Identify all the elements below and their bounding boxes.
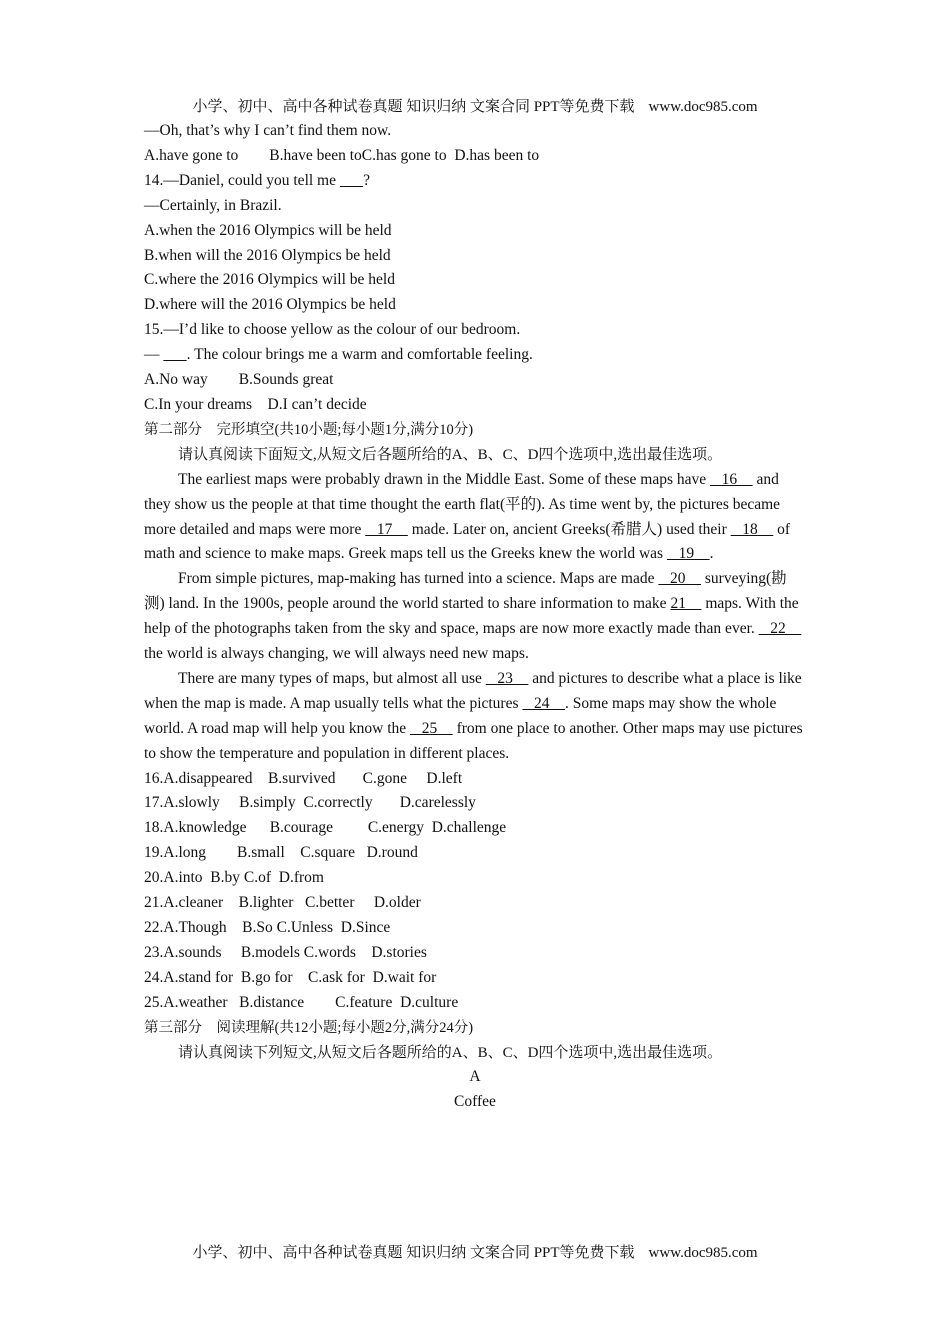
answer-22: 22.A.Though B.So C.Unless D.Since — [144, 919, 391, 936]
page-footer — [0, 1243, 950, 1263]
q15-stem: 15.—I’d like to choose yellow as the colour of our bedroom. — [144, 321, 521, 339]
blank-20: 20 — [658, 570, 701, 588]
passage-title: Coffee — [454, 1093, 496, 1111]
q15-blank — [163, 346, 186, 363]
q14-option-c: C.where the 2016 Olympics will be held — [144, 271, 395, 289]
part2-title: 第二部分 完形填空(共10小题;每小题1分,满分10分) — [144, 421, 474, 438]
answer-20: 20.A.into B.by C.of D.from — [144, 869, 324, 887]
blank-17: 17 — [365, 520, 408, 538]
blank-18: 18 — [730, 520, 774, 538]
q14-option-a: A.when the 2016 Olympics will be held — [144, 221, 392, 239]
q15-options-1: A.No way B.Sounds great — [144, 371, 334, 389]
answer-21: 21.A.cleaner B.lighter C.better D.older — [144, 894, 421, 912]
answer-25: 25.A.weather B.distance C.feature D.culture — [144, 993, 459, 1011]
cloze-paragraph-2: From simple pictures, map-making has turned into a science. Maps are made 20 surveying(勘测) land. In the 1900s, people around the world started to share information to make 21 maps. With the help of the photographs taken from the sky and space, maps are now more exactly made than ever. 22 the world is always changing, we will always need new maps. — [144, 570, 802, 663]
blank-22: 22 — [758, 620, 802, 638]
part2-instruction: 请认真阅读下面短文,从短文后各题所给的A、B、C、D四个选项中,选出最佳选项。 — [178, 446, 723, 463]
footer-site: www.doc985.com — [648, 1245, 758, 1261]
part3-instruction: 请认真阅读下列短文,从短文后各题所给的A、B、C、D四个选项中,选出最佳选项。 — [178, 1044, 723, 1061]
cloze-paragraph-1: The earliest maps were probably drawn in the Middle East. Some of these maps have 16 and they show us the people at that time thought the earth flat(平的). As time went by, the pictures became more detailed and maps were more 17 made. Later on, ancient Greeks(希腊人) used their 18 of math and science to make maps. Greek maps tell us the Greeks knew the world was 19 . — [144, 470, 791, 563]
part3-title: 第三部分 阅读理解(共12小题;每小题2分,满分24分) — [144, 1019, 474, 1036]
document-body — [144, 119, 806, 1115]
q13-reply: —Oh, that’s why I can’t find them now. — [144, 122, 392, 139]
answer-17: 17.A.slowly B.simply C.correctly D.carelessly — [144, 794, 476, 812]
page-header — [0, 97, 950, 117]
blank-16: 16 — [710, 470, 753, 488]
q15-reply: — . The colour brings me a warm and comfortable feeling. — [144, 346, 533, 364]
section-label: A — [469, 1068, 481, 1086]
answer-18: 18.A.knowledge B.courage C.energy D.challenge — [144, 819, 507, 837]
q14-blank — [340, 172, 363, 189]
q14-option-b: B.when will the 2016 Olympics be held — [144, 246, 391, 264]
blank-19: 19 — [666, 545, 710, 563]
blank-23: 23 — [485, 669, 529, 687]
q13-options: A.have gone to B.have been toC.has gone to D.has been to — [144, 146, 540, 164]
blank-21: 21 — [670, 595, 702, 613]
blank-24: 24 — [522, 694, 566, 712]
footer-text: 小学、初中、高中各种试卷真题 知识归纳 文案合同 PPT等免费下载 — [192, 1245, 635, 1261]
answer-19: 19.A.long B.small C.square D.round — [144, 844, 418, 862]
answer-24: 24.A.stand for B.go for C.ask for D.wait for — [144, 968, 437, 986]
answer-16: 16.A.disappeared B.survived C.gone D.left — [144, 769, 463, 787]
q14-reply: —Certainly, in Brazil. — [144, 196, 282, 214]
answer-23: 23.A.sounds B.models C.words D.stories — [144, 943, 427, 961]
blank-25: 25 — [410, 719, 453, 737]
header-site: www.doc985.com — [648, 99, 758, 115]
q15-options-2: C.In your dreams D.I can’t decide — [144, 395, 367, 413]
q14-option-d: D.where will the 2016 Olympics be held — [144, 296, 396, 314]
cloze-paragraph-3: There are many types of maps, but almost all use 23 and pictures to describe what a place is like when the map is made. A map usually tells what the pictures 24 . Some maps may show the whole world. A road map will help you know the 25 from one place to another. Other maps may use pictures to show the temperature and population in different places. — [144, 669, 803, 762]
header-text: 小学、初中、高中各种试卷真题 知识归纳 文案合同 PPT等免费下载 — [192, 99, 635, 115]
q14-stem: 14.—Daniel, could you tell me ? — [144, 171, 371, 189]
